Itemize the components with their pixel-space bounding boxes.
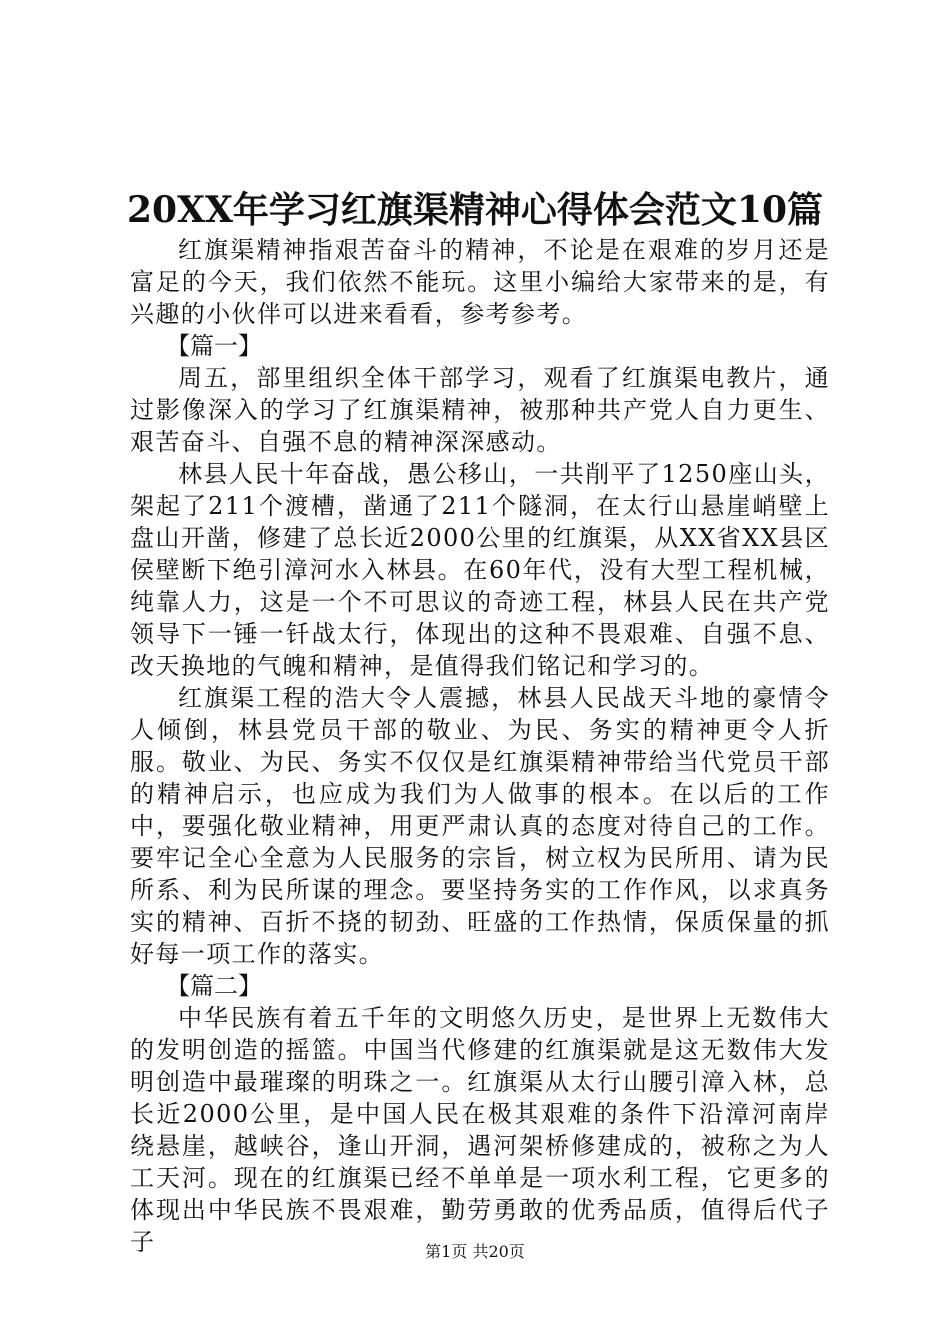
section-heading-2: 【篇二】	[166, 972, 262, 1000]
section-1-paragraph-1: 周五，部里组织全体干部学习，观看了红旗渠电教片，通过影像深入的学习了红旗渠精神，被那种共产党人自力更生、艰苦奋斗、自强不息的精神深深感动。	[130, 364, 830, 456]
page-footer: 第1页 共20页	[425, 1242, 525, 1261]
section-1-paragraph-3: 红旗渠工程的浩大令人震撼，林县人民战天斗地的豪情令人倾倒，林县党员干部的敬业、为民、务实的精神更令人折服。敬业、为民、务实不仅仅是红旗渠精神带给当代党员干部的精神启示，也应成为我们为人做事的根本。在以后的工作中，要强化敬业精神，用更严肃认真的态度对待自己的工作。要牢记全心全意为人民服务的宗旨，树立权为民所用、请为民所系、利为民所谋的理念。要坚持务实的工作作风，以求真务实的精神、百折不挠的韧劲、旺盛的工作热情，保质保量的抓好每一项工作的落实。	[130, 684, 830, 968]
section-heading-1: 【篇一】	[166, 332, 262, 360]
section-2-paragraph-1: 中华民族有着五千年的文明悠久历史，是世界上无数伟大的发明创造的摇篮。中国当代修建的红旗渠就是这无数伟大发明创造中最璀璨的明珠之一。红旗渠从太行山腰引漳入林，总长近2000公里，是中国人民在极其艰难的条件下沿漳河南岸绕悬崖，越峡谷，逢山开洞，遇河架桥修建成的，被称之为人工天河。现在的红旗渠已经不单单是一项水利工程，它更多的体现出中华民族不畏艰难，勤劳勇敢的优秀品质，值得后代子子	[130, 1004, 830, 1256]
document-body	[130, 234, 830, 1258]
intro-paragraph: 红旗渠精神指艰苦奋斗的精神，不论是在艰难的岁月还是富足的今天，我们依然不能玩。这里小编给大家带来的是，有兴趣的小伙伴可以进来看看，参考参考。	[130, 236, 830, 328]
page-title: 20XX年学习红旗渠精神心得体会范文10篇	[126, 189, 824, 231]
section-1-paragraph-2: 林县人民十年奋战，愚公移山，一共削平了1250座山头，架起了211个渡槽，凿通了211个隧洞，在太行山悬崖峭壁上盘山开凿，修建了总长近2000公里的红旗渠，从XX省XX县区侯壁断下绝引漳河水入林县。在60年代，没有大型工程机械，纯靠人力，这是一个不可思议的奇迹工程，林县人民在共产党领导下一锤一钎战太行，体现出的这种不畏艰难、自强不息、改天换地的气魄和精神，是值得我们铭记和学习的。	[130, 460, 830, 680]
